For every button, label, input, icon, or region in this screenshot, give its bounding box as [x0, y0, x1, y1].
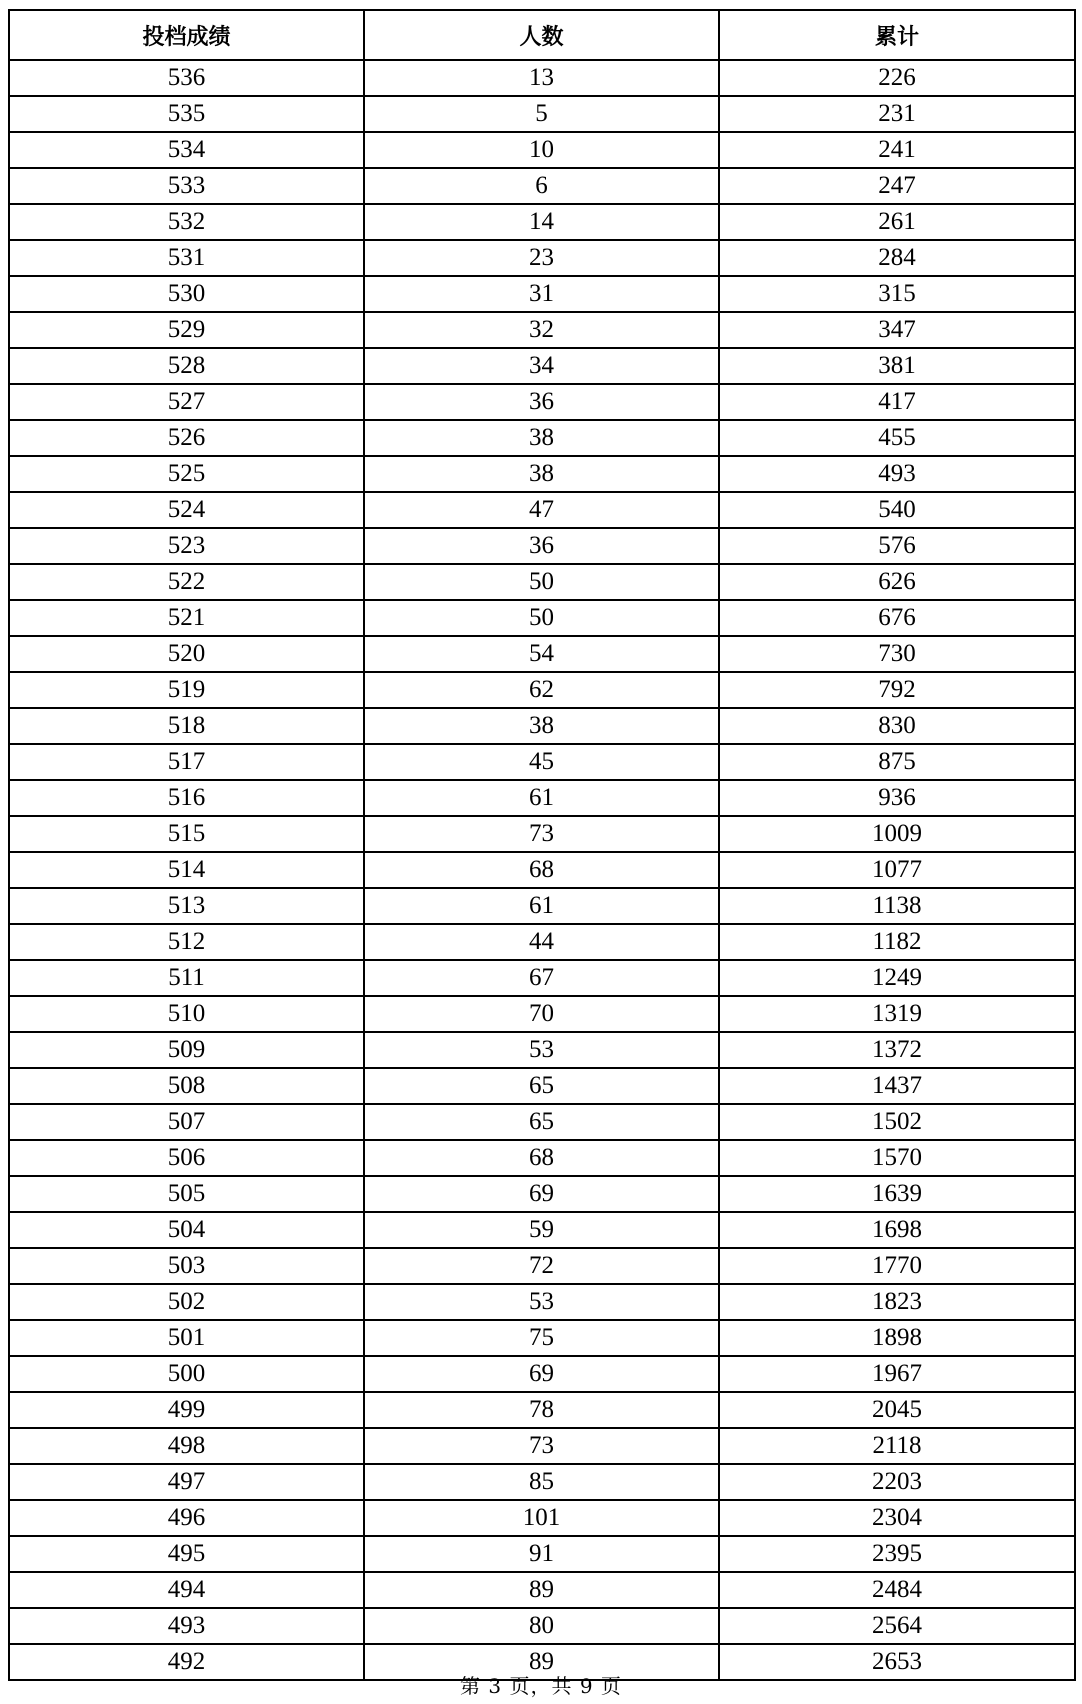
score-cell: 510: [9, 996, 364, 1032]
table-row: [9, 888, 1075, 924]
score-cell: 498: [9, 1428, 364, 1464]
score-distribution-sheet: [8, 9, 1074, 1681]
count-cell: 36: [364, 528, 719, 564]
score-cell: 528: [9, 348, 364, 384]
cumulative-cell: 1372: [719, 1032, 1075, 1068]
page-footer: 第 3 页，共 9 页: [460, 1674, 622, 1698]
table-row: [9, 96, 1075, 132]
table-row: [9, 1392, 1075, 1428]
score-cell: 505: [9, 1176, 364, 1212]
count-cell: 45: [364, 744, 719, 780]
count-cell: 13: [364, 60, 719, 96]
score-cell: 496: [9, 1500, 364, 1536]
cumulative-cell: 261: [719, 204, 1075, 240]
count-cell: 31: [364, 276, 719, 312]
cumulative-cell: 676: [719, 600, 1075, 636]
count-cell: 36: [364, 384, 719, 420]
cumulative-cell: 576: [719, 528, 1075, 564]
count-cell: 85: [364, 1464, 719, 1500]
count-cell: 23: [364, 240, 719, 276]
score-cell: 494: [9, 1572, 364, 1608]
count-cell: 89: [364, 1644, 719, 1680]
column-header-count: 人数: [364, 10, 719, 60]
cumulative-cell: 1077: [719, 852, 1075, 888]
cumulative-cell: 2304: [719, 1500, 1075, 1536]
score-cell: 522: [9, 564, 364, 600]
score-cell: 514: [9, 852, 364, 888]
count-cell: 73: [364, 1428, 719, 1464]
table-row: [9, 384, 1075, 420]
cumulative-cell: 2484: [719, 1572, 1075, 1608]
table-row: [9, 1608, 1075, 1644]
count-cell: 65: [364, 1104, 719, 1140]
table-row: [9, 168, 1075, 204]
cumulative-cell: 284: [719, 240, 1075, 276]
count-cell: 68: [364, 1140, 719, 1176]
table-row: [9, 492, 1075, 528]
count-cell: 61: [364, 780, 719, 816]
cumulative-cell: 231: [719, 96, 1075, 132]
count-cell: 65: [364, 1068, 719, 1104]
table-row: [9, 672, 1075, 708]
table-row: [9, 816, 1075, 852]
cumulative-cell: 2118: [719, 1428, 1075, 1464]
cumulative-cell: 455: [719, 420, 1075, 456]
count-cell: 14: [364, 204, 719, 240]
score-cell: 521: [9, 600, 364, 636]
score-cell: 520: [9, 636, 364, 672]
score-cell: 499: [9, 1392, 364, 1428]
table-header: [9, 10, 1075, 60]
score-cell: 519: [9, 672, 364, 708]
table-row: [9, 1104, 1075, 1140]
cumulative-cell: 1698: [719, 1212, 1075, 1248]
score-cell: 511: [9, 960, 364, 996]
cumulative-cell: 247: [719, 168, 1075, 204]
score-cell: 517: [9, 744, 364, 780]
cumulative-cell: 1319: [719, 996, 1075, 1032]
table-row: [9, 1176, 1075, 1212]
count-cell: 50: [364, 564, 719, 600]
cumulative-cell: 2203: [719, 1464, 1075, 1500]
count-cell: 44: [364, 924, 719, 960]
count-cell: 70: [364, 996, 719, 1032]
cumulative-cell: 1967: [719, 1356, 1075, 1392]
score-cell: 531: [9, 240, 364, 276]
count-cell: 5: [364, 96, 719, 132]
cumulative-cell: 540: [719, 492, 1075, 528]
score-cell: 518: [9, 708, 364, 744]
table-row: [9, 960, 1075, 996]
cumulative-cell: 2045: [719, 1392, 1075, 1428]
count-cell: 32: [364, 312, 719, 348]
cumulative-cell: 493: [719, 456, 1075, 492]
count-cell: 6: [364, 168, 719, 204]
count-cell: 54: [364, 636, 719, 672]
score-cell: 493: [9, 1608, 364, 1644]
table-row: [9, 276, 1075, 312]
count-cell: 80: [364, 1608, 719, 1644]
count-cell: 69: [364, 1176, 719, 1212]
table-body: [9, 60, 1075, 1680]
table-row: [9, 600, 1075, 636]
table-row: [9, 1284, 1075, 1320]
score-cell: 502: [9, 1284, 364, 1320]
score-cell: 503: [9, 1248, 364, 1284]
count-cell: 68: [364, 852, 719, 888]
count-cell: 61: [364, 888, 719, 924]
cumulative-cell: 2395: [719, 1536, 1075, 1572]
table-row: [9, 708, 1075, 744]
count-cell: 34: [364, 348, 719, 384]
cumulative-cell: 1138: [719, 888, 1075, 924]
score-table: [8, 9, 1076, 1681]
score-cell: 500: [9, 1356, 364, 1392]
score-cell: 533: [9, 168, 364, 204]
score-cell: 534: [9, 132, 364, 168]
cumulative-cell: 1502: [719, 1104, 1075, 1140]
count-cell: 53: [364, 1032, 719, 1068]
table-row: [9, 1356, 1075, 1392]
table-row: [9, 744, 1075, 780]
score-cell: 535: [9, 96, 364, 132]
cumulative-cell: 2564: [719, 1608, 1075, 1644]
table-row: [9, 1248, 1075, 1284]
count-cell: 89: [364, 1572, 719, 1608]
cumulative-cell: 1009: [719, 816, 1075, 852]
count-cell: 47: [364, 492, 719, 528]
cumulative-cell: 1770: [719, 1248, 1075, 1284]
score-cell: 530: [9, 276, 364, 312]
score-cell: 536: [9, 60, 364, 96]
table-row: [9, 1140, 1075, 1176]
cumulative-cell: 381: [719, 348, 1075, 384]
cumulative-cell: 936: [719, 780, 1075, 816]
cumulative-cell: 1249: [719, 960, 1075, 996]
table-row: [9, 204, 1075, 240]
count-cell: 73: [364, 816, 719, 852]
count-cell: 69: [364, 1356, 719, 1392]
table-row: [9, 348, 1075, 384]
count-cell: 59: [364, 1212, 719, 1248]
score-cell: 527: [9, 384, 364, 420]
score-cell: 513: [9, 888, 364, 924]
score-cell: 501: [9, 1320, 364, 1356]
table-row: [9, 60, 1075, 96]
count-cell: 62: [364, 672, 719, 708]
cumulative-cell: 1898: [719, 1320, 1075, 1356]
table-row: [9, 1536, 1075, 1572]
cumulative-cell: 226: [719, 60, 1075, 96]
count-cell: 38: [364, 456, 719, 492]
score-cell: 516: [9, 780, 364, 816]
score-cell: 526: [9, 420, 364, 456]
count-cell: 53: [364, 1284, 719, 1320]
table-row: [9, 528, 1075, 564]
table-row: [9, 780, 1075, 816]
score-cell: 507: [9, 1104, 364, 1140]
count-cell: 78: [364, 1392, 719, 1428]
cumulative-cell: 315: [719, 276, 1075, 312]
score-cell: 515: [9, 816, 364, 852]
table-row: [9, 636, 1075, 672]
cumulative-cell: 347: [719, 312, 1075, 348]
column-header-cumulative: 累计: [719, 10, 1075, 60]
table-row: [9, 1032, 1075, 1068]
score-cell: 506: [9, 1140, 364, 1176]
table-row: [9, 1320, 1075, 1356]
cumulative-cell: 241: [719, 132, 1075, 168]
score-cell: 512: [9, 924, 364, 960]
score-cell: 524: [9, 492, 364, 528]
cumulative-cell: 1437: [719, 1068, 1075, 1104]
cumulative-cell: 417: [719, 384, 1075, 420]
count-cell: 38: [364, 708, 719, 744]
score-cell: 508: [9, 1068, 364, 1104]
score-cell: 492: [9, 1644, 364, 1680]
table-row: [9, 1500, 1075, 1536]
table-row: [9, 420, 1075, 456]
cumulative-cell: 830: [719, 708, 1075, 744]
table-row: [9, 1068, 1075, 1104]
score-cell: 504: [9, 1212, 364, 1248]
count-cell: 67: [364, 960, 719, 996]
table-row: [9, 564, 1075, 600]
table-row: [9, 924, 1075, 960]
cumulative-cell: 1823: [719, 1284, 1075, 1320]
count-cell: 38: [364, 420, 719, 456]
count-cell: 72: [364, 1248, 719, 1284]
count-cell: 75: [364, 1320, 719, 1356]
count-cell: 10: [364, 132, 719, 168]
table-row: [9, 996, 1075, 1032]
score-cell: 529: [9, 312, 364, 348]
column-header-score: 投档成绩: [9, 10, 364, 60]
score-cell: 497: [9, 1464, 364, 1500]
score-cell: 509: [9, 1032, 364, 1068]
score-cell: 495: [9, 1536, 364, 1572]
cumulative-cell: 875: [719, 744, 1075, 780]
table-row: [9, 456, 1075, 492]
header-row: [9, 10, 1075, 60]
table-row: [9, 312, 1075, 348]
score-cell: 532: [9, 204, 364, 240]
score-cell: 525: [9, 456, 364, 492]
table-row: [9, 1572, 1075, 1608]
table-row: [9, 1428, 1075, 1464]
cumulative-cell: 1570: [719, 1140, 1075, 1176]
count-cell: 101: [364, 1500, 719, 1536]
table-row: [9, 132, 1075, 168]
count-cell: 91: [364, 1536, 719, 1572]
cumulative-cell: 2653: [719, 1644, 1075, 1680]
count-cell: 50: [364, 600, 719, 636]
table-row: [9, 1464, 1075, 1500]
cumulative-cell: 626: [719, 564, 1075, 600]
cumulative-cell: 1639: [719, 1176, 1075, 1212]
cumulative-cell: 792: [719, 672, 1075, 708]
cumulative-cell: 730: [719, 636, 1075, 672]
table-row: [9, 852, 1075, 888]
cumulative-cell: 1182: [719, 924, 1075, 960]
score-cell: 523: [9, 528, 364, 564]
table-row: [9, 240, 1075, 276]
table-row: [9, 1212, 1075, 1248]
